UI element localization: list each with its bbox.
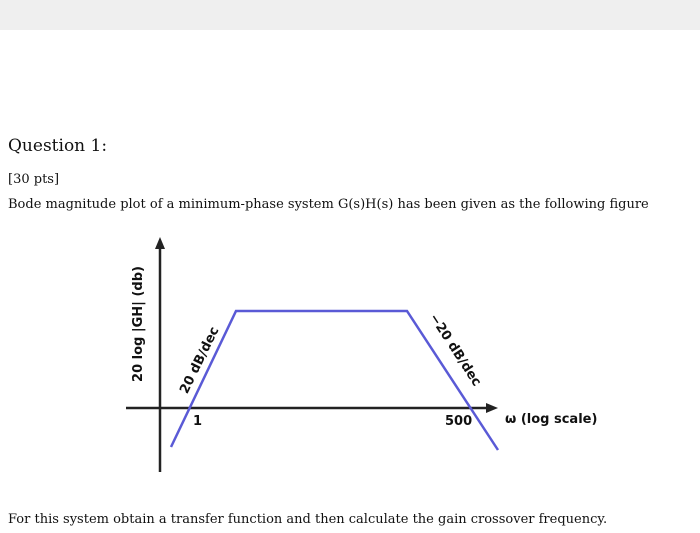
x-tick-1: 1: [193, 414, 203, 429]
question-task: For this system obtain a transfer function and then calculate the gain crossover frequency.: [8, 512, 608, 527]
falling-slope-label: −20 dB/dec: [425, 311, 484, 390]
y-axis-label: 20 log |GH| (db): [131, 266, 146, 382]
x-axis-arrow: [486, 403, 498, 413]
x-axis-label: ω (log scale): [505, 412, 598, 427]
rising-slope-label: 20 dB/dec: [177, 324, 223, 397]
x-tick-500: 500: [445, 414, 473, 429]
question-points: [30 pts]: [8, 172, 60, 187]
y-axis-arrow: [155, 237, 165, 249]
question-title: Question 1:: [8, 136, 108, 156]
question-statement: Bode magnitude plot of a minimum-phase system G(s)H(s) has been given as the following figure: [8, 197, 649, 212]
